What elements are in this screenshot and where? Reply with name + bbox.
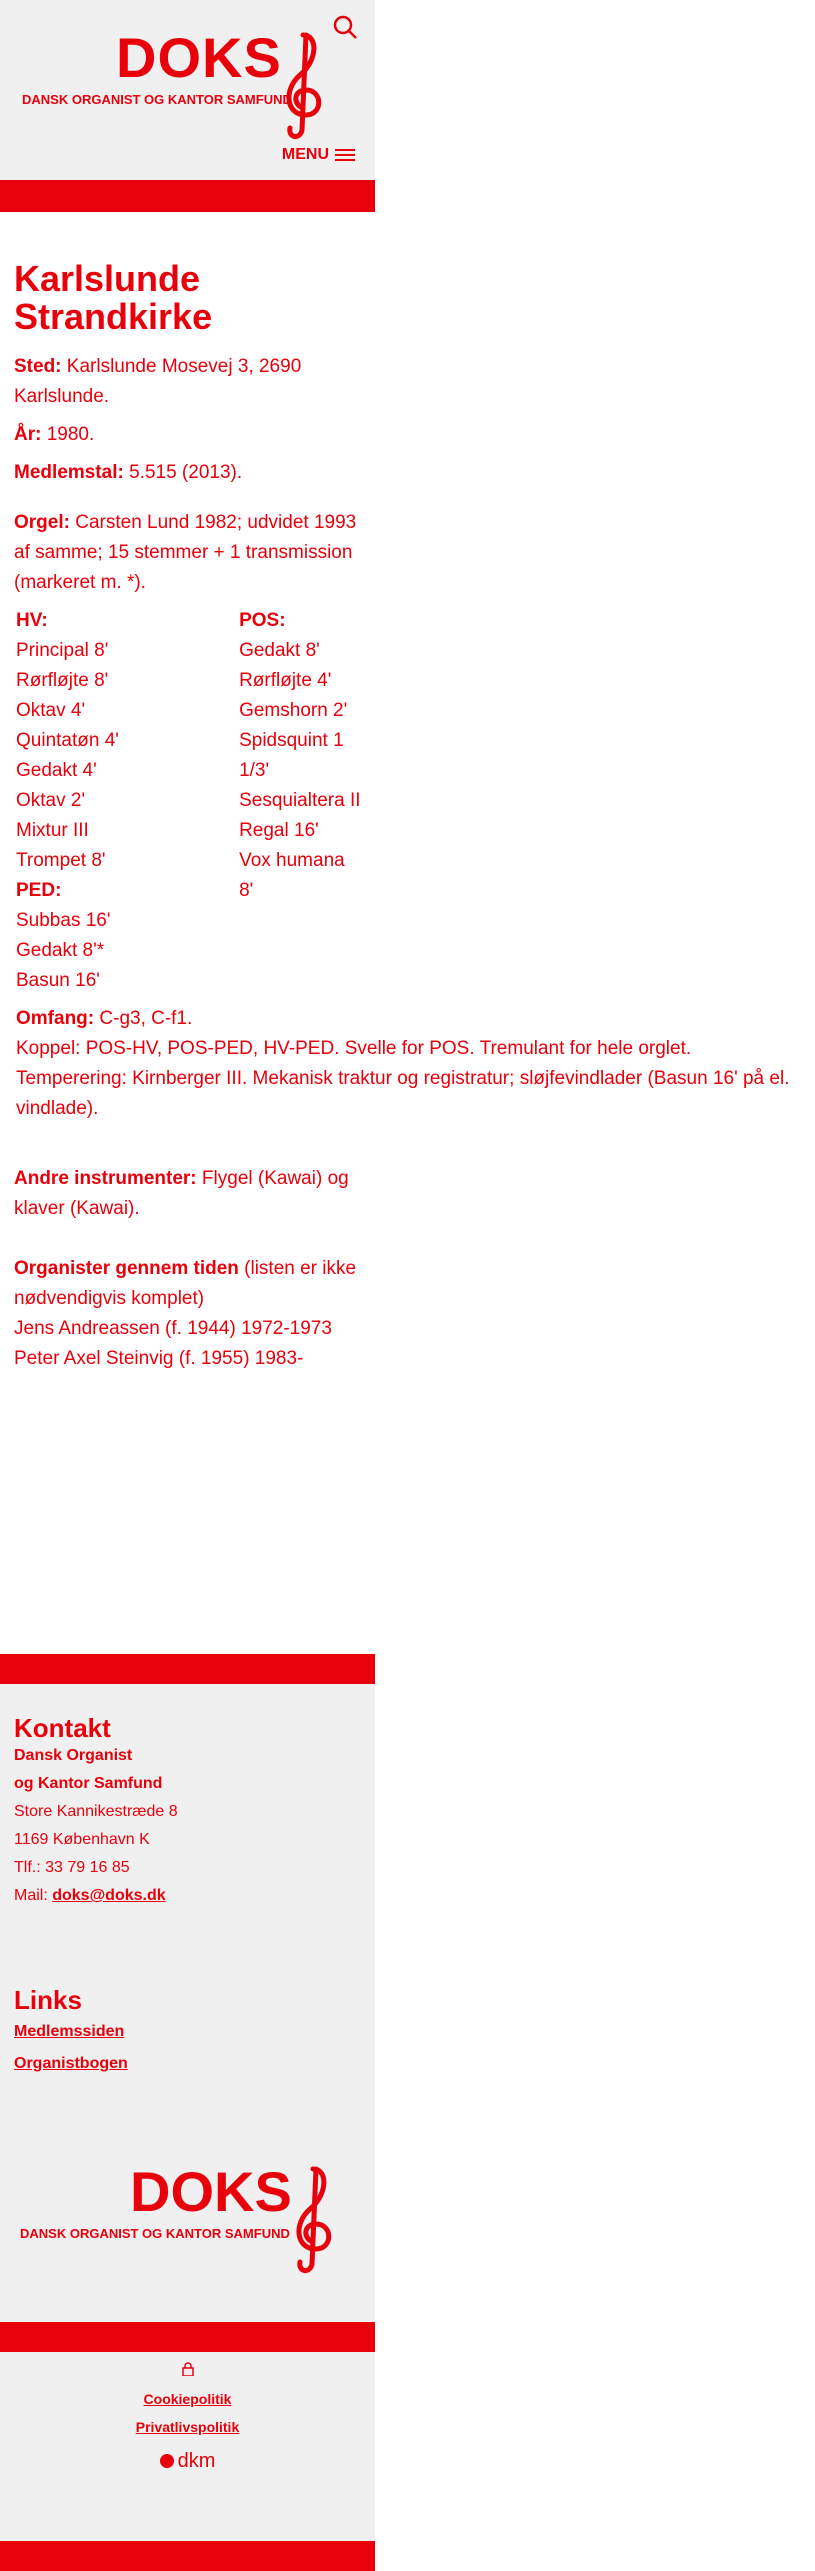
omfang-label: Omfang: xyxy=(16,1008,95,1029)
stop-item: Oktav 4' xyxy=(16,700,86,721)
links-block xyxy=(14,1984,128,2080)
site-footer xyxy=(0,1684,375,2364)
stop-item: Gedakt 4' xyxy=(16,760,97,781)
stop-item: Rørfløjte 8' xyxy=(16,670,109,691)
treble-clef-icon xyxy=(288,2164,338,2274)
medlemstal-line xyxy=(14,458,361,488)
main-content xyxy=(0,258,790,1374)
ped-label: PED: xyxy=(16,880,62,901)
omfang-value: C-g3, C-f1. xyxy=(99,1008,193,1029)
stop-item: Gedakt 8'* xyxy=(16,940,105,961)
treble-clef-icon xyxy=(278,30,328,140)
contact-block xyxy=(14,1714,178,1910)
footer-doks-logo[interactable] xyxy=(20,2160,340,2284)
dkm-logo[interactable] xyxy=(0,2447,375,2475)
sted-line xyxy=(14,352,361,412)
org-name-line2: og Kantor Samfund xyxy=(14,1775,163,1792)
stop-item: Vox humana 8' xyxy=(239,850,345,901)
organister-section xyxy=(14,1254,361,1374)
bottom-accent-bar xyxy=(0,2541,375,2571)
menu-label: MENU xyxy=(281,146,329,163)
medlemstal-label: Medlemstal: xyxy=(14,462,124,483)
header-accent-bar xyxy=(0,180,375,212)
link-medlemssiden[interactable]: Medlemssiden xyxy=(14,2023,125,2040)
stop-item: Gemshorn 2' xyxy=(239,700,348,721)
organister-note: (listen er ikke nødvendigvis komplet) xyxy=(14,1258,357,1309)
subfooter xyxy=(0,2352,375,2542)
stop-item: Trompet 8' xyxy=(16,850,106,871)
orgel-label: Orgel: xyxy=(14,512,70,533)
stop-item: Mixtur III xyxy=(16,820,89,841)
search-icon[interactable] xyxy=(332,14,358,40)
stop-item: Quintatøn 4' xyxy=(16,730,119,751)
mail-line xyxy=(14,1882,178,1910)
link-organistbogen[interactable]: Organistbogen xyxy=(14,2055,128,2072)
organist-item: Peter Axel Steinvig (f. 1955) 1983- xyxy=(14,1348,304,1369)
stop-item: Oktav 2' xyxy=(16,790,86,811)
footer-accent-bar xyxy=(0,1654,375,1684)
address-line2: 1169 København K xyxy=(14,1831,150,1848)
stop-item: Regal 16' xyxy=(239,820,319,841)
hv-column xyxy=(16,606,239,996)
medlemstal-value: 5.515 (2013). xyxy=(129,462,243,483)
koppel-text: Koppel: POS-HV, POS-PED, HV-PED. Svelle for POS. Tremulant for hele orglet. Temperering: Kirnberger III. Mekanisk traktur og registratur; sløjfevindlader (Basun 16' på el. vindlade). xyxy=(16,1038,790,1119)
links-title: Links xyxy=(14,1985,82,2015)
stop-item: Spidsquint 1 1/3' xyxy=(239,730,344,781)
organister-label: Organister gennem tiden xyxy=(14,1258,239,1279)
stoplist xyxy=(16,606,361,996)
orgel-line xyxy=(14,508,361,598)
pos-label: POS: xyxy=(239,610,286,631)
subfooter-accent-bar xyxy=(0,2322,375,2352)
logo-tagline: DANSK ORGANIST OG KANTOR SAMFUND xyxy=(22,92,292,107)
aar-label: År: xyxy=(14,424,42,445)
stop-item: Sesquialtera II xyxy=(239,790,361,811)
hv-label: HV: xyxy=(16,610,48,631)
org-name-line1: Dansk Organist xyxy=(14,1747,133,1764)
phone: Tlf.: 33 79 16 85 xyxy=(14,1859,130,1876)
andre-label: Andre instrumenter: xyxy=(14,1168,197,1189)
page-title: Karlslunde Strandkirke xyxy=(14,258,213,337)
stop-item: Principal 8' xyxy=(16,640,109,661)
andre-instrumenter-line xyxy=(14,1164,361,1224)
stop-item: Subbas 16' xyxy=(16,910,111,931)
mail-label: Mail: xyxy=(14,1887,48,1904)
logo-wordmark: DOKS xyxy=(116,26,282,89)
andre-value: Flygel (Kawai) og klaver (Kawai). xyxy=(14,1168,349,1219)
menu-button[interactable] xyxy=(282,146,355,164)
stop-item: Gedakt 8' xyxy=(239,640,320,661)
lock-icon xyxy=(182,2362,194,2376)
mail-link[interactable]: doks@doks.dk xyxy=(52,1887,166,1904)
stop-item: Basun 16' xyxy=(16,970,100,991)
sted-label: Sted: xyxy=(14,356,62,377)
sted-value: Karlslunde Mosevej 3, 2690 Karlslunde. xyxy=(14,356,302,407)
privacy-policy-link[interactable]: Privatlivspolitik xyxy=(135,2419,240,2435)
omfang-line xyxy=(16,1004,806,1034)
aar-value: 1980. xyxy=(46,424,95,445)
orgel-value: Carsten Lund 1982; udvidet 1993 af samme; 15 stemmer + 1 transmission (markeret m. *). xyxy=(14,512,357,593)
stop-item: Rørfløjte 4' xyxy=(239,670,332,691)
hamburger-icon xyxy=(335,149,355,161)
pos-column xyxy=(239,606,361,996)
site-header xyxy=(0,0,375,180)
doks-logo[interactable] xyxy=(16,26,326,140)
address-line1: Store Kannikestræde 8 xyxy=(14,1803,178,1820)
dkm-dot-icon xyxy=(160,2454,174,2468)
footer-logo-tagline: DANSK ORGANIST OG KANTOR SAMFUND xyxy=(20,2226,290,2241)
footer-logo-wordmark: DOKS xyxy=(130,2160,292,2223)
aar-line xyxy=(14,420,361,450)
cookie-policy-link[interactable]: Cookiepolitik xyxy=(143,2391,232,2407)
contact-title: Kontakt xyxy=(14,1713,111,1743)
dkm-label: dkm xyxy=(177,2450,216,2472)
organist-item: Jens Andreassen (f. 1944) 1972-1973 xyxy=(14,1318,332,1339)
